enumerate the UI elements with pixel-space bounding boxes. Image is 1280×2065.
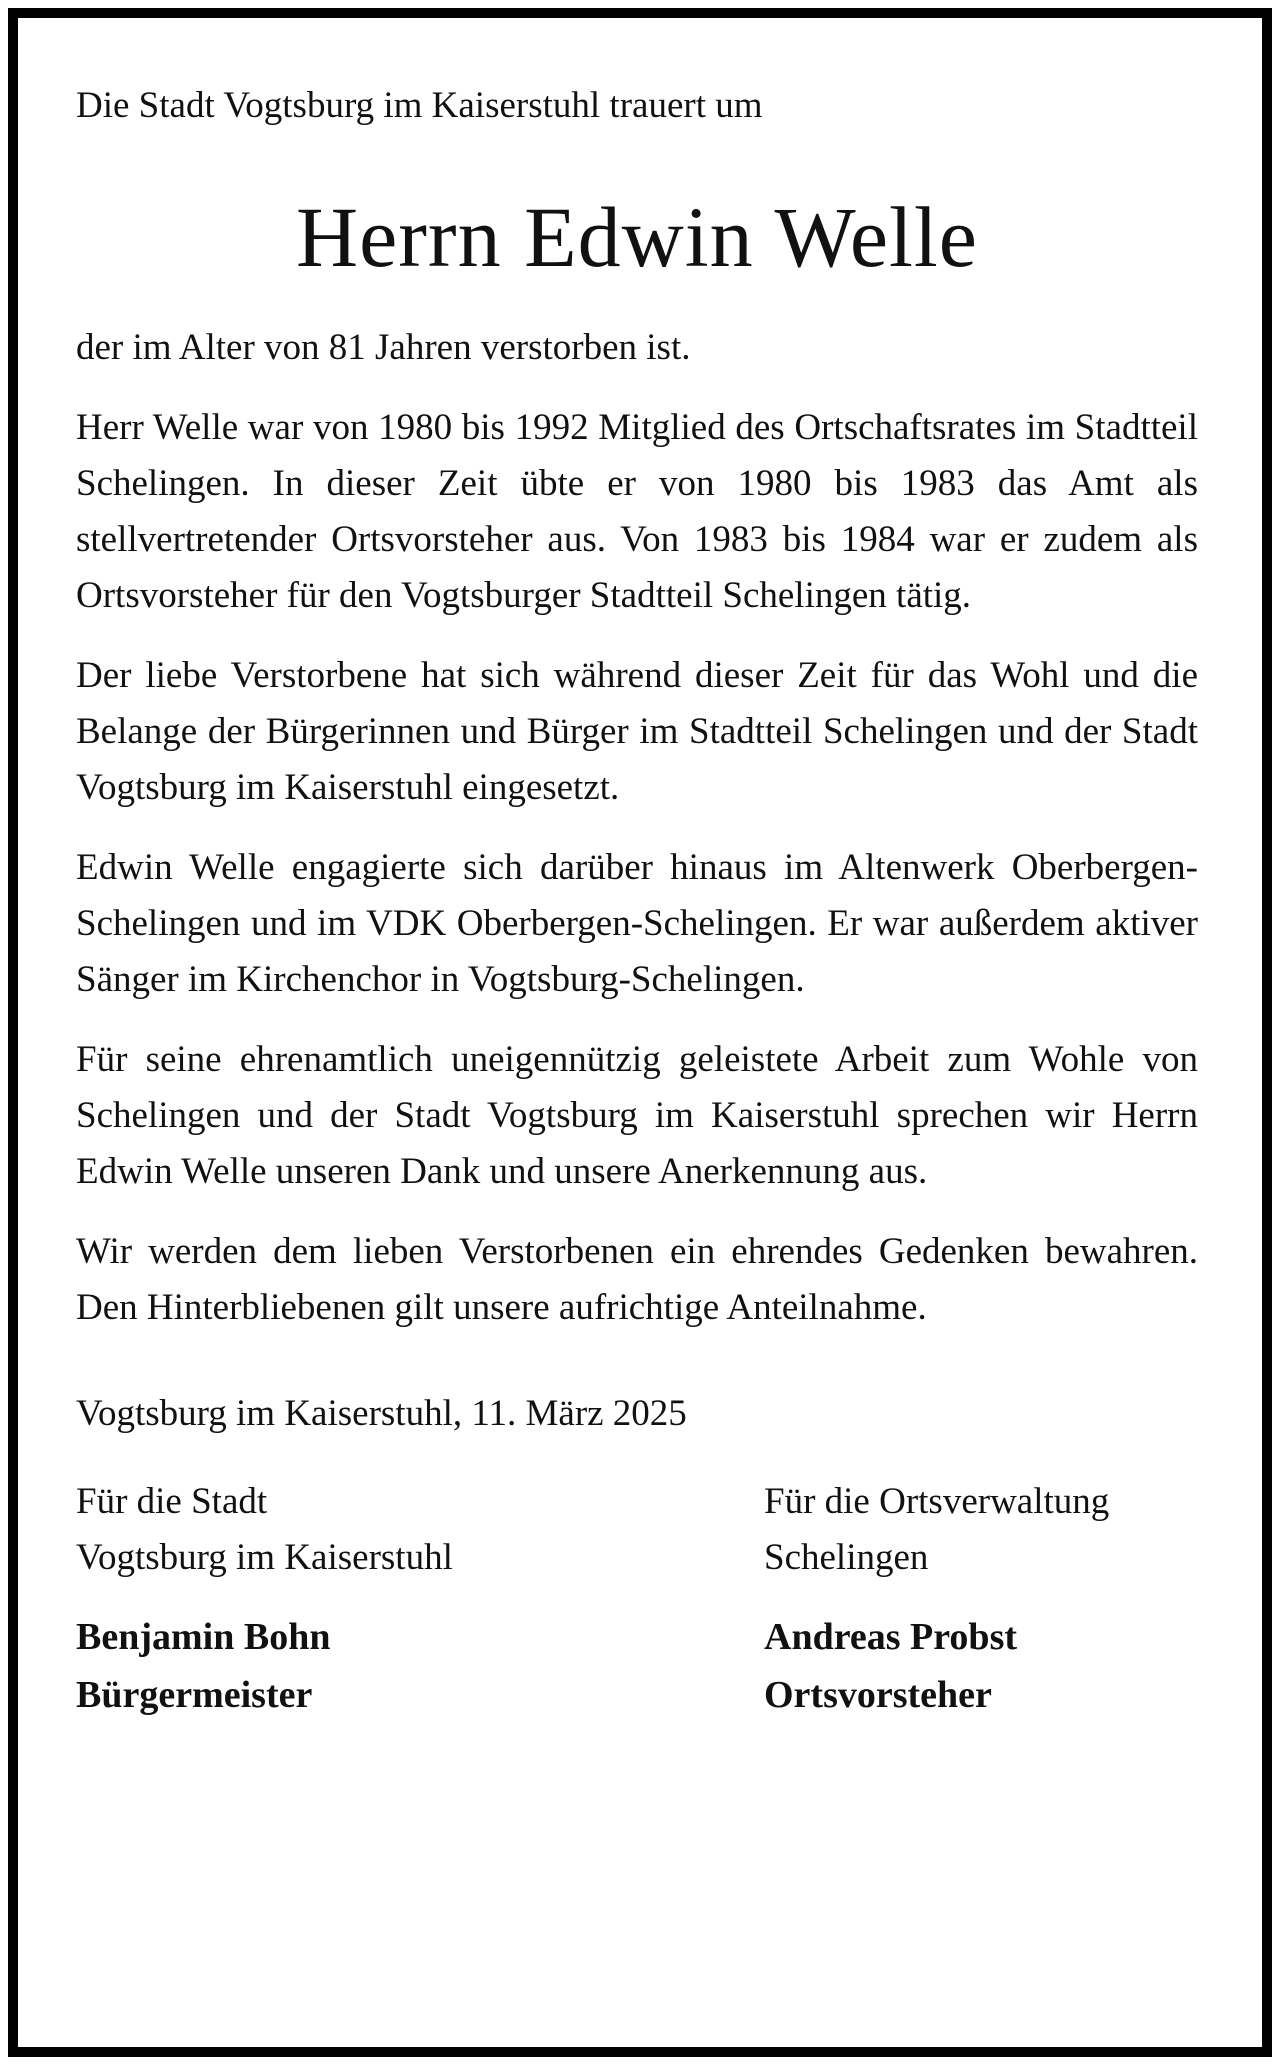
signatory-city xyxy=(76,1474,764,1724)
signatory-org-line-1: Für die Stadt xyxy=(76,1481,268,1522)
signatory-name: Andreas Probst xyxy=(764,1616,1018,1658)
signatory-title: Bürgermeister xyxy=(76,1674,313,1716)
signatory-org-line-2: Vogtsburg im Kaiserstuhl xyxy=(76,1537,453,1578)
age-line: der im Alter von 81 Jahren verstorben ist. xyxy=(76,327,691,368)
paragraph-gratitude: Für seine ehrenamtlich uneigennützig geleistete Arbeit zum Wohle von Schelingen und der Stadt Vogtsburg im Kaiserstuhl sprechen wir Herrn Edwin Welle unseren Dank und unsere Anerkennung aus. xyxy=(76,1039,1198,1192)
notice-content xyxy=(76,78,1198,1724)
paragraph-remembrance: Wir werden dem lieben Verstorbenen ein ehrendes Gedenken bewahren. Den Hinterbliebenen gilt unsere aufrichtige Anteilnahme. xyxy=(76,1231,1198,1328)
signature-block xyxy=(76,1474,1198,1724)
place-date-line: Vogtsburg im Kaiserstuhl, 11. März 2025 xyxy=(76,1393,687,1434)
deceased-name: Herrn Edwin Welle xyxy=(296,189,978,285)
paragraph-council-service: Herr Welle war von 1980 bis 1992 Mitglied des Ortschaftsrates im Stadtteil Schelingen. In dieser Zeit übte er von 1980 bis 1983 das Amt als stellvertretender Ortsvorsteher aus. Von 1983 bis 1984 war er zudem als Ortsvorsteher für den Vogtsburger Stadtteil Schelingen tätig. xyxy=(76,407,1198,616)
paragraph-engagement: Edwin Welle engagierte sich darüber hinaus im Altenwerk Oberbergen-Schelingen und im VDK Oberbergen-Schelingen. Er war außerdem aktiver Sänger im Kirchenchor in Vogtsburg-Schelingen. xyxy=(76,847,1198,1000)
paragraph-commitment: Der liebe Verstorbene hat sich während dieser Zeit für das Wohl und die Belange der Bürgerinnen und Bürger im Stadtteil Schelingen und der Stadt Vogtsburg im Kaiserstuhl eingesetzt. xyxy=(76,655,1198,808)
signatory-title: Ortsvorsteher xyxy=(764,1674,992,1716)
signatory-org-line-2: Schelingen xyxy=(764,1537,929,1578)
signatory-org-line-1: Für die Ortsverwaltung xyxy=(764,1481,1110,1522)
signatory-name: Benjamin Bohn xyxy=(76,1616,331,1658)
signatory-local-administration xyxy=(764,1474,1198,1724)
intro-line: Die Stadt Vogtsburg im Kaiserstuhl trauert um xyxy=(76,85,763,126)
obituary-notice xyxy=(8,8,1272,2057)
